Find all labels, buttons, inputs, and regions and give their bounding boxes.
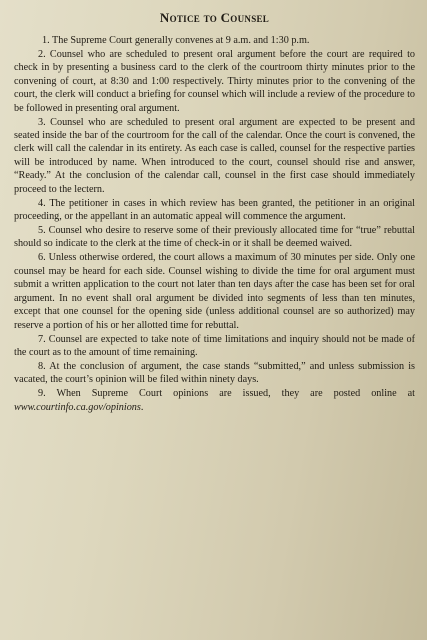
paragraph-2: 2. Counsel who are scheduled to present oral argument before the court are required to check in by presenting a business card to the clerk of the courtroom thirty minutes prior to the convening of court, at 8:30 and 1:00 respectively. Thirty minutes prior to the convening of the court, the clerk will conduct a briefing for counsel which will include a review of the procedure to be followed in presenting oral argument. [14, 49, 415, 114]
paragraph-9-text: 9. When Supreme Court opinions are issued, they are posted online at [38, 388, 415, 400]
paragraph-9-end: . [140, 401, 144, 413]
notice-title: Notice to Counsel [159, 10, 270, 25]
paragraph-6: 6. Unless otherwise ordered, the court allows a maximum of 30 minutes per side. Only one counsel may be heard for each side. Counsel wishing to divide the time for oral argument must submit a written application to the court not later than ten days after the case has been set for oral argument. In no event shall oral argument be divided into segments of less than ten minutes, except that one counsel for the opening side (unless additional counsel are so authorized) may reserve a portion of his or her allotted time for rebuttal. [14, 252, 415, 331]
paragraph-4: 4. The petitioner in cases in which review has been granted, the petitioner in an original proceeding, or the appellant in an automatic appeal will commence the argument. [14, 197, 415, 223]
opinions-url: www.courtinfo.ca.gov/opinions [14, 401, 141, 413]
paragraph-3: 3. Counsel who are scheduled to present oral argument are expected to be present and seated inside the bar of the courtroom for the call of the calendar. Once the court is convened, the clerk will call the calendar in its entirety. As each case is called, counsel for the respective parties will be introduced by name. When introduced to the court, counsel should rise and answer, “Ready.” At the conclusion of the calendar call, counsel in the first case should immediately proceed to the lectern. [14, 116, 415, 195]
paragraph-9 [14, 387, 415, 414]
paragraph-8: 8. At the conclusion of argument, the case stands “submitted,” and unless submission is vacated, the court’s opinion will be filed within ninety days. [14, 360, 415, 386]
paragraph-7: 7. Counsel are expected to take note of time limitations and inquiry should not be made of the court as to the amount of time remaining. [14, 333, 415, 358]
paragraph-5: 5. Counsel who desire to reserve some of their previously allocated time for “true” rebuttal should so indicate to the clerk at the time of check-in or it shall be deemed waived. [14, 225, 415, 250]
notice-body [14, 34, 415, 414]
paragraph-1: 1. The Supreme Court generally convenes at 9 a.m. and 1:30 p.m. [42, 35, 310, 46]
